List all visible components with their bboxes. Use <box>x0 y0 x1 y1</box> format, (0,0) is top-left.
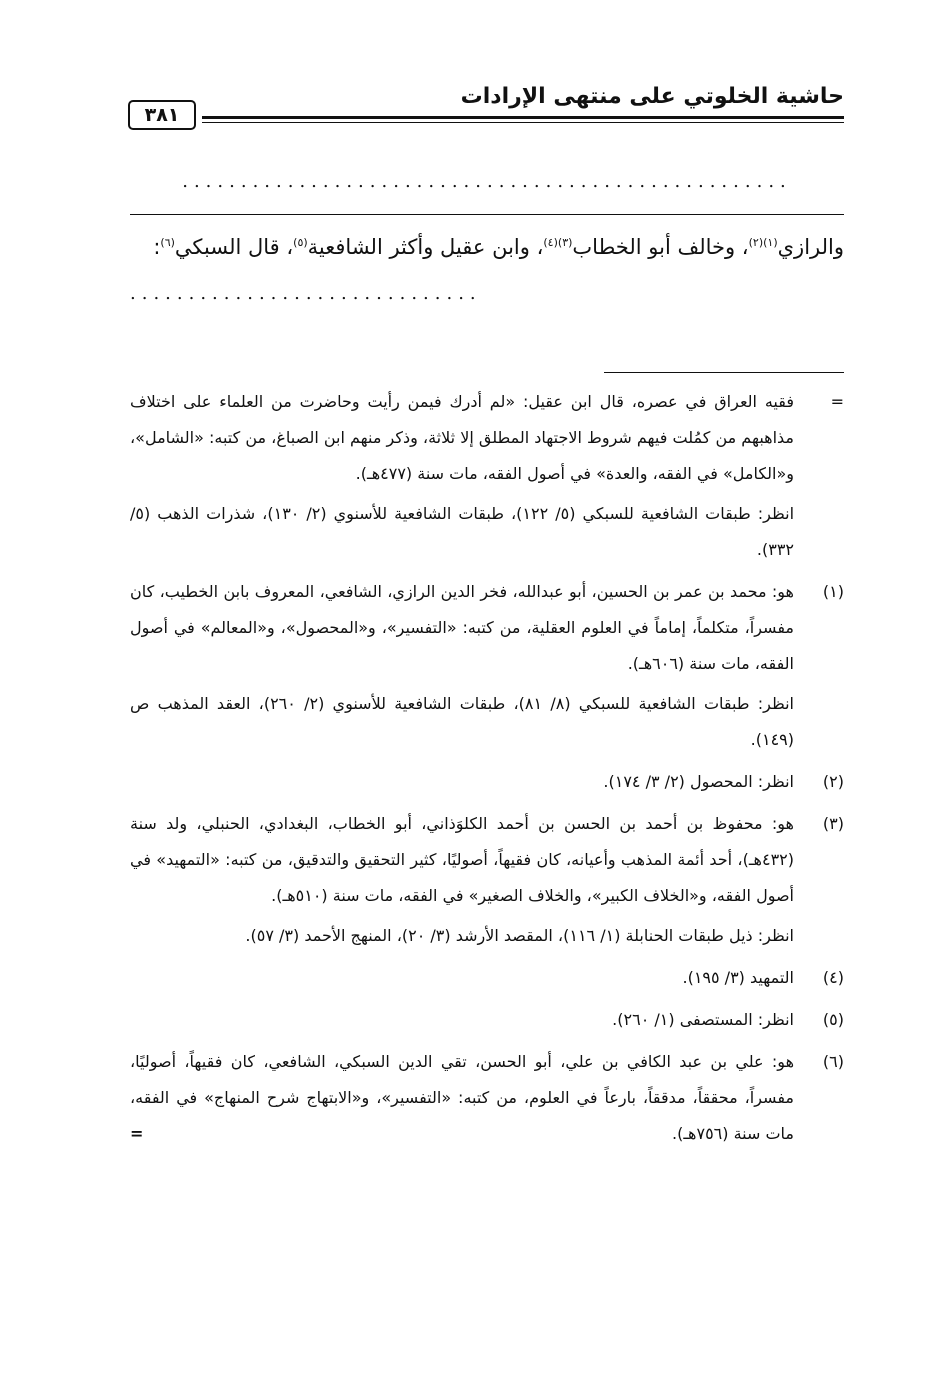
footnote-references: انظر: طبقات الشافعية للسبكي (٥/ ١٢٢)، طبقات الشافعية للأسنوي (٢/ ١٣٠)، شذرات الذهب (٥/ ٣٣٢). <box>130 504 795 559</box>
page-number: ٣٨١ <box>128 100 196 130</box>
footnote-text: فقيه العراق في عصره، قال ابن عقيل: «لم أدرك فيمن رأيت وحاضرت من العلماء على اختلاف مذاهبهم من كمُلت فيهم شروط الاجتهاد المطلق إلا ثلاثة، وذكر منهم ابن الصباغ، من كتبه: «الشامل»، و«الكامل» في الفقه، والعدة» في أصول الفقه، مات سنة (٤٧٧هـ). <box>130 392 794 483</box>
footnote-marker: (٣) <box>822 814 844 833</box>
footnote-reference: (٥) <box>293 236 308 249</box>
footnote-marker: (٦) <box>822 1052 844 1071</box>
main-text-segment: ، قال السبكي <box>174 235 294 259</box>
text-separator <box>130 214 844 215</box>
book-title: حاشية الخلوتي على منتهى الإرادات <box>460 84 844 109</box>
header-rule-thin <box>202 122 844 123</box>
main-text <box>130 226 844 269</box>
footnote-text: هو: محفوظ بن أحمد بن الحسن بن أحمد الكلوَذاني، أبو الخطاب، البغدادي، الحنبلي، ولد سنة (٤٣٢هـ)، أحد أئمة المذهب وأعيانه، كان فقيهاً، أصوليًا، كثير التحقيق والتدقيق، من كتبه: «التمهيد» في أصول الفقه، و«الخلاف الكبير»، والخلاف الصغير» في الفقه، مات سنة (٥١٠هـ). <box>130 814 794 905</box>
footnote-text: انظر: المحصول (٢/ ٣/ ١٧٤). <box>603 772 794 791</box>
footnote-marker: (٤) <box>822 968 844 987</box>
footnote-1 <box>130 574 844 758</box>
footnote-marker: = <box>830 392 844 411</box>
footnote-marker: (٢) <box>822 772 844 791</box>
omission-dots-inline: .............................. <box>130 284 482 304</box>
main-text-segment: ، وابن عقيل وأكثر الشافعية <box>307 235 544 259</box>
footnote-marker: (٥) <box>822 1010 844 1029</box>
footnote-references: انظر: طبقات الشافعية للسبكي (٨/ ٨١)، طبقات الشافعية للأسنوي (٢/ ٢٦٠)، العقد المذهب ص (١٤٩). <box>130 694 794 749</box>
footnote-text: انظر: المستصفى (١/ ٢٦٠). <box>612 1010 794 1029</box>
footnote-6 <box>130 1044 844 1152</box>
footnote-reference: (٣)(٤) <box>543 236 573 249</box>
header-rule <box>202 116 844 119</box>
main-text-segment: : <box>153 235 161 259</box>
footnote-4 <box>130 960 844 996</box>
footnote-text: التمهيد (٣/ ١٩٥). <box>682 968 794 987</box>
footnote-references: انظر: ذيل طبقات الحنابلة (١/ ١١٦)، المقصد الأرشد (٣/ ٢٠)، المنهج الأحمد (٣/ ٥٧). <box>245 926 794 945</box>
footnote-5 <box>130 1002 844 1038</box>
main-text-segment: والرازي <box>777 235 844 259</box>
omission-dots: .................................................... <box>182 172 792 192</box>
page-header <box>128 78 844 138</box>
footnote-reference: (٦) <box>160 236 175 249</box>
footnote-reference: (١)(٢) <box>748 236 778 249</box>
footnote-3 <box>130 806 844 954</box>
footnote-text: هو: علي بن عبد الكافي بن علي، أبو الحسن، تقي الدين السبكي، الشافعي، كان فقيهاً، أصوليًا، مفسراً، محققاً، مدققاً، بارعاً في العلوم، من كتبه: «التفسير»، و«الابتهاج شرح المنهاج» في الفقه، مات سنة (٧٥٦هـ). <box>130 1052 794 1143</box>
footnote-2 <box>130 764 844 800</box>
main-text-segment: ، وخالف أبو الخطاب <box>572 235 749 259</box>
footnote-separator <box>604 372 844 373</box>
footnote-marker: (١) <box>822 582 844 601</box>
footnote-text: هو: محمد بن عمر بن الحسين، أبو عبدالله، فخر الدين الرازي، الشافعي، المعروف بابن الخطيب، كان مفسراً، متكلماً، إماماً في العلوم العقلية، من كتبه: «التفسير»، و«المحصول»، و«المعالم» في أصول الفقه، مات سنة (٦٠٦هـ). <box>130 582 794 673</box>
continuation-marker: = <box>130 1124 144 1143</box>
footnotes <box>130 384 844 1158</box>
footnote-continued <box>130 384 844 568</box>
